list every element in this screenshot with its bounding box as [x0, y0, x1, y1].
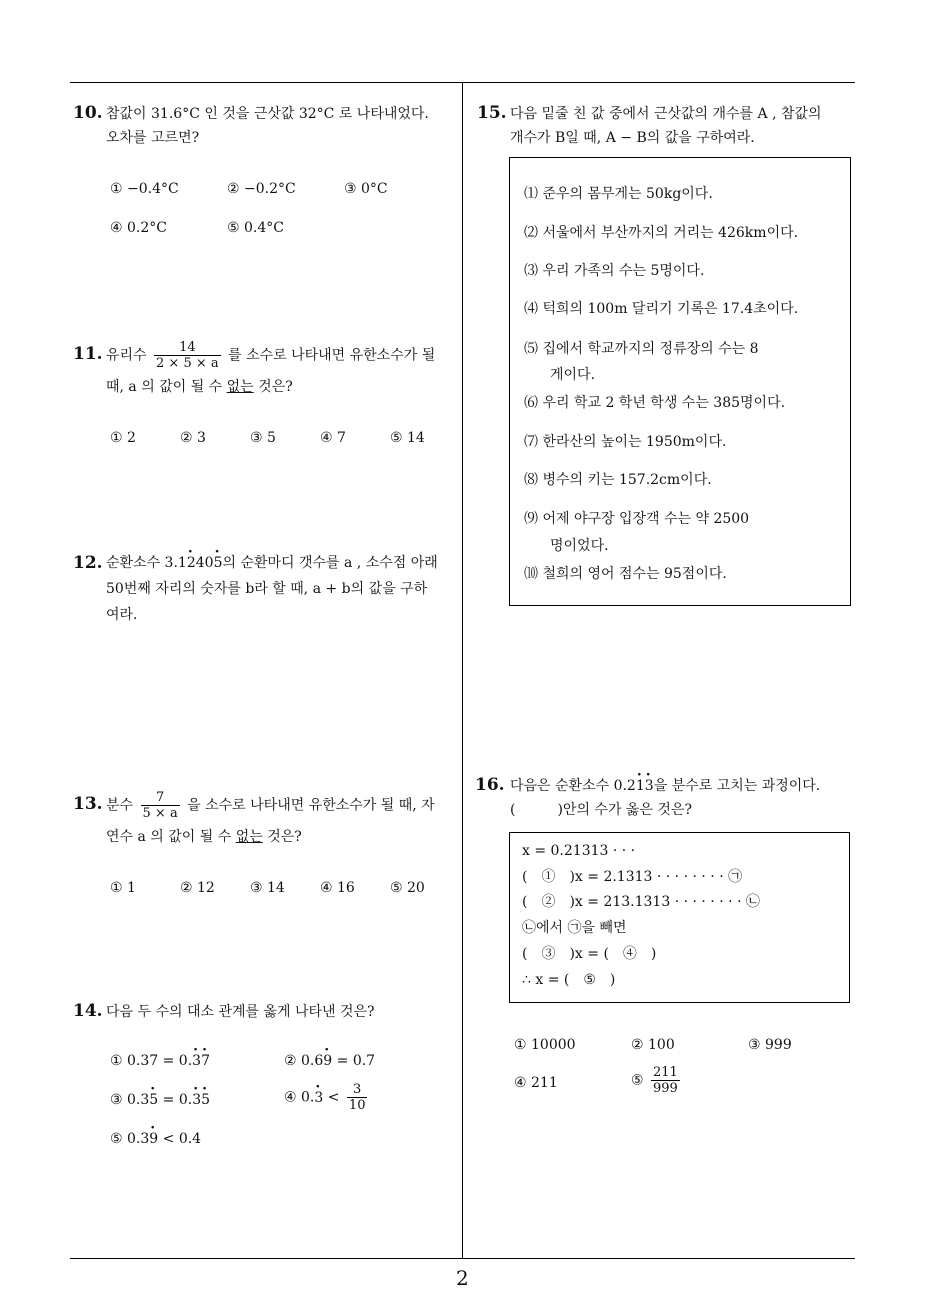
question-line [510, 774, 855, 798]
option-2[interactable]: ② 3 [180, 430, 206, 446]
process-step: ㉡에서 ㉠을 빼면 [522, 920, 627, 936]
option-5[interactable] [631, 1065, 683, 1096]
option-3[interactable]: ③ 999 [748, 1037, 792, 1053]
text: ② 0.6 [284, 1053, 324, 1069]
question-line: 개수가 B일 때, A − B의 값을 구하여라. [510, 130, 755, 146]
text: 40 [195, 555, 214, 571]
question-text [510, 774, 855, 822]
text: 것은? [267, 829, 302, 845]
text: 것은? [258, 379, 293, 395]
question-number: 14. [73, 1001, 103, 1021]
text: < 0.4 [158, 1131, 202, 1147]
repeating-digit: · 2 [187, 550, 196, 576]
question-number: 15. [477, 103, 507, 123]
fraction-numerator: 14 [179, 340, 196, 355]
option-5[interactable] [110, 1131, 201, 1147]
statement-item: ⑴ 준우의 몸무게는 50kg이다. [524, 186, 713, 202]
question-text [106, 102, 458, 150]
question-line: 참값이 31.6°C 인 것을 근삿값 32°C 로 나타내었다. [106, 106, 429, 122]
option-3[interactable]: ③ 14 [250, 880, 285, 896]
question-text-post: 을 소수로 나타내면 유한소수가 될 때, 자 [187, 797, 435, 814]
option-1[interactable]: ① 2 [110, 430, 136, 446]
option-2[interactable]: ② 100 [631, 1037, 675, 1053]
question-line: ( )안의 수가 옳은 것은? [510, 802, 692, 818]
text: 때, a 의 값이 될 수 [106, 379, 223, 395]
option-4[interactable]: ④ 211 [514, 1075, 558, 1091]
question-line [106, 550, 462, 576]
repeating-digit: · 5 [214, 550, 223, 576]
underlined-text: 없는 [226, 379, 254, 395]
text: 의 순환마디 갯수를 a , 소수점 아래 [222, 555, 438, 571]
text: ④ 0. [284, 1089, 315, 1106]
fraction-denominator: 2 × 5 × a [156, 356, 219, 371]
statement-item-continued: 명이었다. [550, 538, 609, 554]
repeating-digit: · 3 [314, 1090, 323, 1106]
text: 을 분수로 고치는 과정이다. [653, 778, 821, 794]
fraction-denominator: 999 [653, 1081, 678, 1096]
repeating-digit: · 5 [201, 1092, 210, 1108]
question-number: 10. [73, 103, 103, 123]
statement-item: ⑺ 한라산의 높이는 1950m이다. [524, 434, 727, 450]
text: 연수 a 의 값이 될 수 [106, 829, 232, 845]
text: = 0. [158, 1092, 193, 1108]
option-2[interactable]: ② −0.2°C [227, 181, 296, 197]
text: 다음은 순환소수 0.2 [510, 778, 636, 794]
statement-item: ⑻ 병수의 키는 157.2cm이다. [524, 472, 712, 488]
repeating-digit: · 1 [636, 774, 645, 798]
process-step: ( ① )x = 2.1313 · · · · · · · · ㉠ [522, 869, 743, 885]
option-4[interactable]: ④ 16 [320, 880, 355, 896]
fraction [154, 340, 221, 371]
repeating-digit: · 5 [149, 1092, 158, 1108]
statement-item: ⑵ 서울에서 부산까지의 거리는 426km이다. [524, 225, 799, 241]
question-line [106, 375, 293, 399]
option-1[interactable] [110, 1053, 210, 1069]
question-text [510, 102, 855, 150]
bottom-rule [70, 1258, 855, 1259]
question-line: 오차를 고르면? [106, 130, 200, 146]
question-line: 여라. [106, 607, 138, 623]
fraction-numerator: 211 [653, 1065, 678, 1080]
statement-item: ⑷ 턱희의 100m 달리기 기록은 17.4초이다. [524, 301, 799, 317]
statement-item: ⑼ 어제 야구장 입장객 수는 약 2500 [524, 511, 750, 527]
question-text [106, 790, 462, 821]
fraction [651, 1065, 680, 1096]
question-number: 16. [475, 775, 505, 795]
text: ⑤ 0.3 [110, 1131, 150, 1147]
column-divider [462, 82, 463, 1259]
option-4[interactable] [284, 1082, 370, 1113]
question-line [106, 825, 302, 849]
question-number: 11. [73, 344, 103, 364]
underlined-text: 없는 [235, 829, 263, 845]
process-step: x = 0.21313 · · · [522, 843, 636, 859]
question-text-pre: 유리수 [106, 347, 147, 364]
option-5[interactable]: ⑤ 0.4°C [227, 220, 284, 236]
text: ③ 0.3 [110, 1092, 150, 1108]
process-step: ( ③ )x = ( ④ ) [522, 946, 657, 962]
question-text-post: 를 소수로 나타내면 유한소수가 될 [228, 347, 436, 364]
option-2[interactable] [284, 1053, 375, 1069]
statement-item: ⑶ 우리 가족의 수는 5명이다. [524, 263, 705, 279]
option-4[interactable]: ④ 7 [320, 430, 346, 446]
fraction-denominator: 10 [348, 1098, 366, 1113]
text: < [323, 1089, 340, 1106]
question-line: 50번째 자리의 숫자를 b라 할 때, a + b의 값을 구하 [106, 581, 428, 597]
fraction [347, 1082, 368, 1113]
repeating-digit: · 3 [192, 1092, 201, 1108]
repeating-digit: · 9 [323, 1053, 332, 1069]
question-number: 12. [73, 553, 103, 573]
option-1[interactable]: ① −0.4°C [110, 181, 179, 197]
text: 순환소수 3.1 [106, 555, 187, 571]
repeating-digit: · 9 [149, 1131, 158, 1147]
repeating-digit: · 7 [201, 1053, 210, 1069]
page-number: 2 [456, 1266, 469, 1290]
fraction-numerator: 3 [353, 1082, 362, 1097]
option-3[interactable] [110, 1092, 210, 1108]
fraction-denominator: 5 × a [142, 806, 178, 821]
fraction-numerator: 7 [155, 790, 165, 805]
question-text [106, 340, 462, 371]
question-number: 13. [73, 794, 103, 814]
option-2[interactable]: ② 12 [180, 880, 215, 896]
statement-item: ⑸ 집에서 학교까지의 정류장의 수는 8 [524, 341, 759, 357]
option-4[interactable]: ④ 0.2°C [110, 220, 167, 236]
option-1[interactable]: ① 10000 [514, 1037, 576, 1053]
text: ① 0.37 = 0. [110, 1053, 193, 1069]
question-text [106, 550, 462, 628]
question-text-pre: 분수 [106, 797, 134, 814]
statement-item: ⑹ 우리 학교 2 학년 학생 수는 385명이다. [524, 395, 786, 411]
option-3[interactable]: ③ 5 [250, 430, 276, 446]
repeating-digit: · 3 [645, 774, 654, 798]
statement-item: ⑽ 철희의 영어 점수는 95점이다. [524, 566, 727, 582]
process-step: ( ② )x = 213.1313 · · · · · · · · ㉡ [522, 894, 760, 910]
fraction [141, 790, 180, 821]
question-line: 다음 두 수의 대소 관계를 옳게 나타낸 것은? [106, 1004, 375, 1020]
repeating-digit: · 3 [192, 1053, 201, 1069]
option-5[interactable]: ⑤ 14 [390, 430, 425, 446]
process-step: ∴ x = ( ⑤ ) [522, 972, 616, 988]
option-1[interactable]: ① 1 [110, 880, 136, 896]
option-3[interactable]: ③ 0°C [344, 181, 388, 197]
statement-item-continued: 게이다. [550, 367, 596, 383]
text: ⑤ [631, 1072, 644, 1089]
text: = 0.7 [332, 1053, 376, 1069]
question-line: 다음 밑줄 친 값 중에서 근삿값의 개수를 A , 참값의 [510, 106, 822, 122]
option-5[interactable]: ⑤ 20 [390, 880, 425, 896]
